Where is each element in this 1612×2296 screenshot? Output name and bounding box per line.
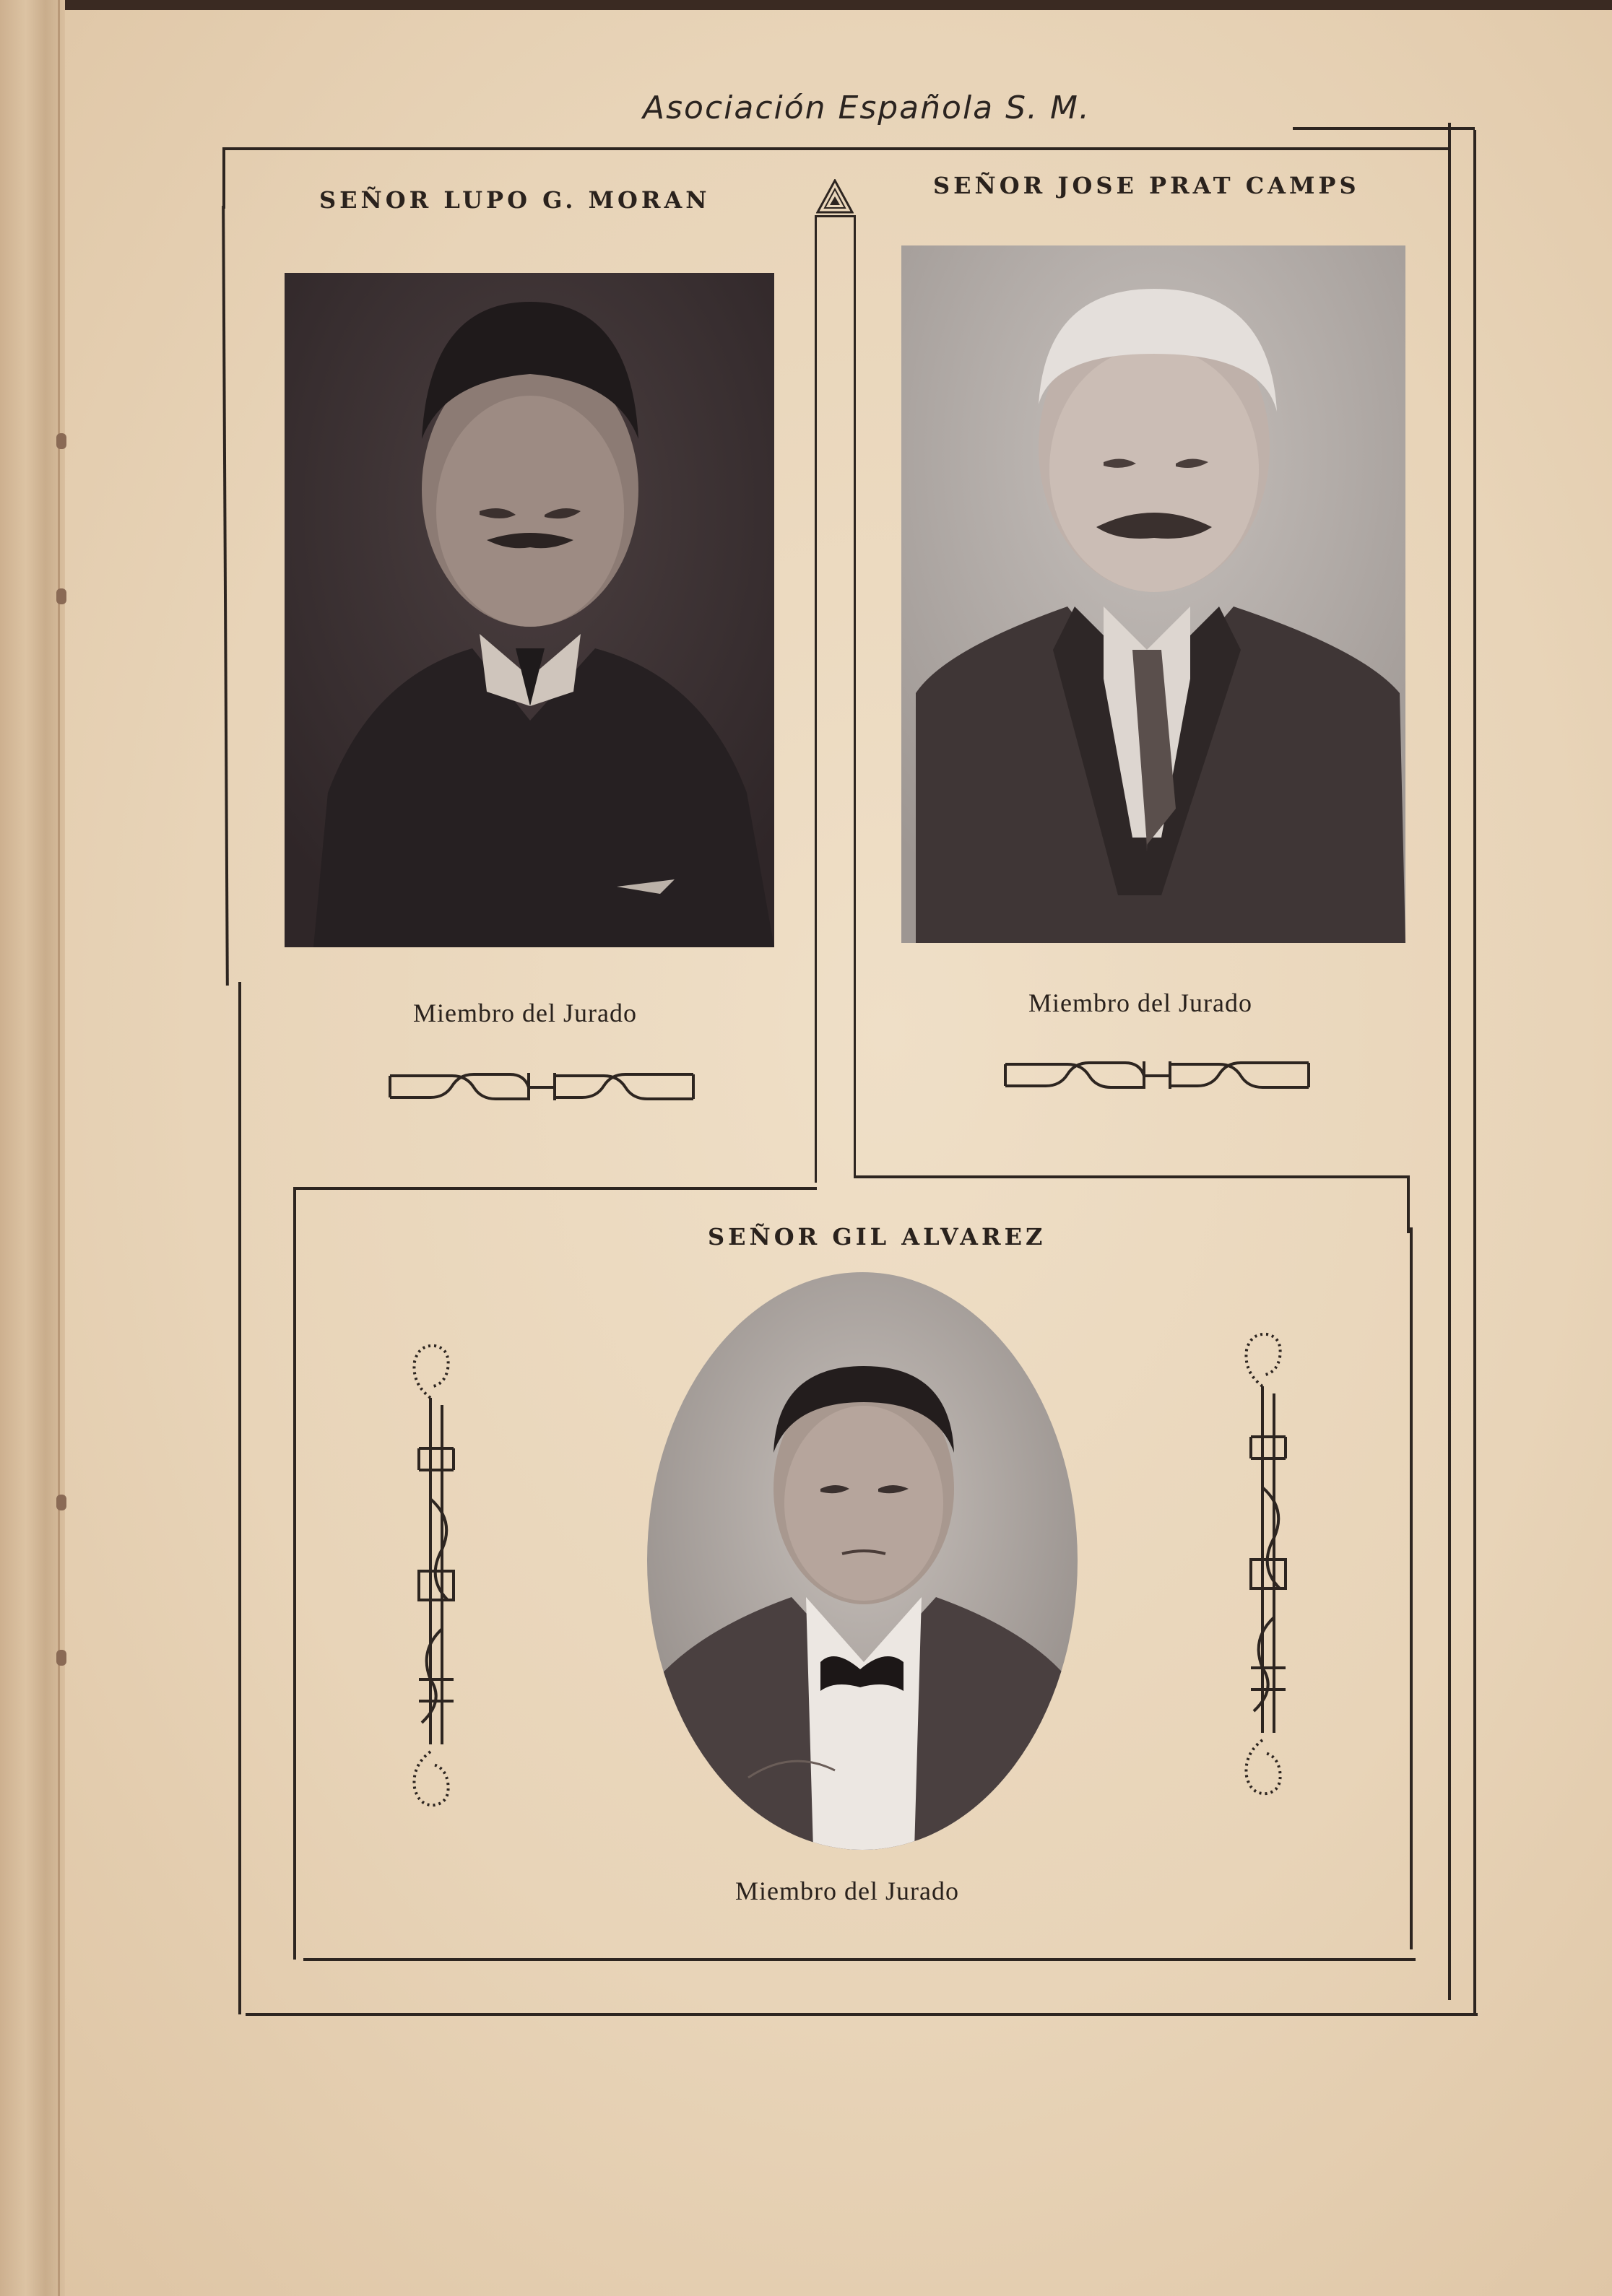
- member-name: SEÑOR JOSE PRAT CAMPS: [933, 172, 1360, 199]
- scroll-ornament-icon: [387, 1066, 696, 1108]
- member-role: Miembro del Jurado: [735, 1877, 959, 1905]
- portrait-photo: [901, 245, 1405, 943]
- triangle-ornament-icon: [816, 179, 854, 215]
- binding-spine: [0, 0, 65, 2296]
- portrait-photo: [285, 273, 774, 947]
- portrait-photo: [647, 1272, 1078, 1850]
- member-name: SEÑOR GIL ALVAREZ: [708, 1223, 1046, 1251]
- page-header: Asociación Española S. M.: [643, 90, 1091, 126]
- spine-fold: [58, 0, 60, 2296]
- binding-stitch: [56, 588, 66, 604]
- member-name: SEÑOR LUPO G. MORAN: [319, 186, 711, 214]
- vertical-scroll-ornament-icon: [404, 1340, 469, 1811]
- scroll-ornament-icon: [1002, 1054, 1312, 1096]
- top-edge: [0, 0, 1612, 10]
- binding-stitch: [56, 1495, 66, 1510]
- member-role: Miembro del Jurado: [1028, 988, 1252, 1017]
- binding-stitch: [56, 433, 66, 449]
- vertical-scroll-ornament-icon: [1236, 1329, 1301, 1799]
- binding-stitch: [56, 1650, 66, 1666]
- member-role: Miembro del Jurado: [413, 999, 637, 1027]
